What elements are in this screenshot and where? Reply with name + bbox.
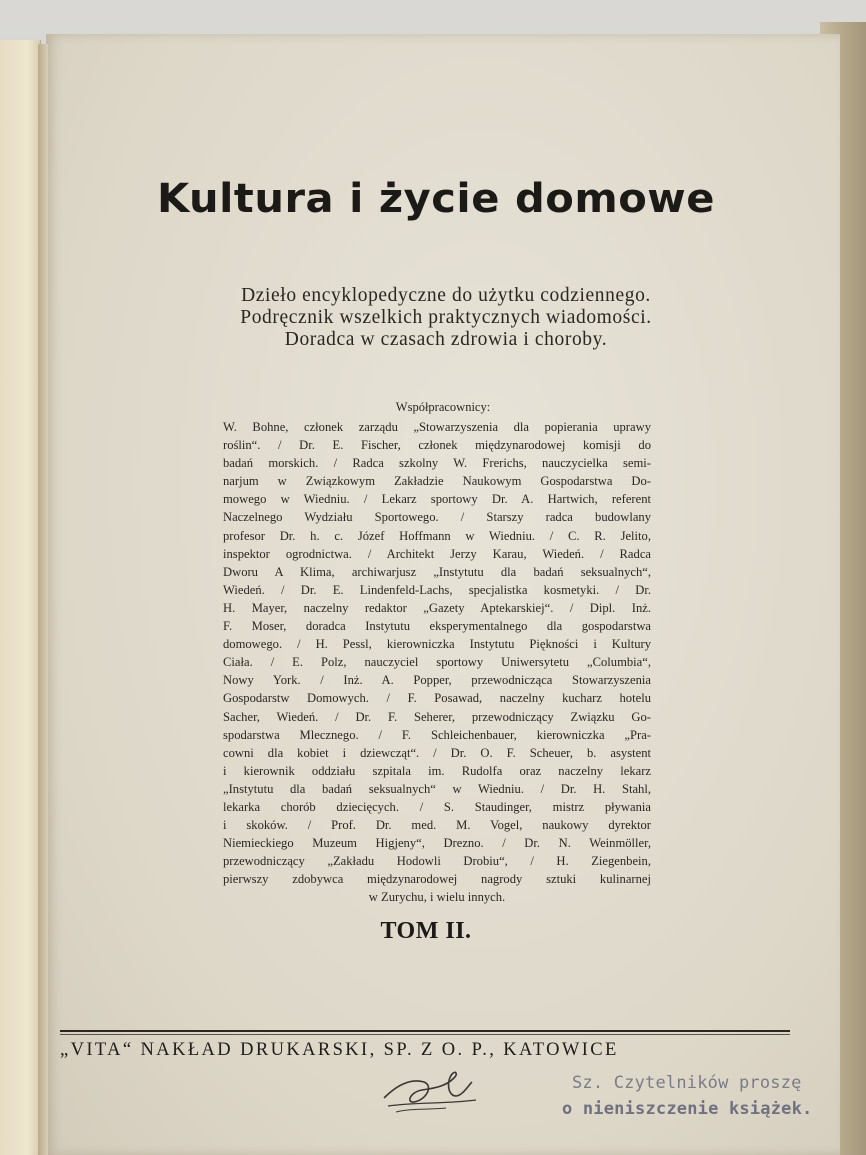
contributors-line: narjum w Związkowym Zakładzie Naukowym Gospodarstwa Do- xyxy=(223,474,651,489)
stamp-line-1: Sz. Czytelników proszę xyxy=(572,1073,802,1093)
contributors-line: Niemieckiego Muzeum Higjeny“, Drezno. / Dr. N. Weinmöller, xyxy=(223,836,651,851)
imprint-rule-thin xyxy=(60,1034,790,1035)
contributors-line: Naczelnego Wydziału Sportowego. / Starszy radca budowlany xyxy=(223,510,651,525)
publisher-imprint: „VITA“ NAKŁAD DRUKARSKI, SP. Z O. P., KATOWICE xyxy=(60,1040,619,1060)
subtitle-line-2: Podręcznik wszelkich praktycznych wiadomości. xyxy=(240,307,652,328)
stamp-line-2: o nieniszczenie książek. xyxy=(562,1099,813,1119)
library-stamp xyxy=(562,1070,822,1122)
contributors-line: profesor Dr. h. c. Józef Hoffmann w Wiedniu. / C. R. Jelito, xyxy=(223,528,651,543)
contributors-line: mowego w Wiedniu. / Lekarz sportowy Dr. A. Hartwich, referent xyxy=(223,492,651,507)
subtitle-line-3: Doradca w czasach zdrowia i choroby. xyxy=(284,329,608,350)
facing-page-edge xyxy=(0,40,41,1155)
contributors-line: spodarstwa Mlecznego. / F. Schleichenbauer, kierowniczka „Pra- xyxy=(223,727,651,742)
contributors-line: W. Bohne, członek zarządu „Stowarzyszenia dla popierania uprawy xyxy=(223,420,651,434)
contributors-line: przewodniczący „Zakładu Hodowli Drobiu“, / H. Ziegenbein, xyxy=(223,854,651,869)
contributors-line: F. Moser, doradca Instytutu eksperymentalnego dla gospodarstwa xyxy=(223,619,651,634)
contributors-line: inspektor ogrodnictwa. / Architekt Jerzy Karau, Wiedeń. / Radca xyxy=(223,546,651,561)
contributors-line: w Zurychu, i wielu innych. xyxy=(368,890,506,905)
imprint-rule xyxy=(60,1030,790,1032)
contributors-line: Sacher, Wiedeń. / Dr. F. Seherer, przewodniczący Związku Go- xyxy=(223,709,651,724)
contributors-line: cowni dla kobiet i dziewcząt“. / Dr. O. F. Scheuer, b. asystent xyxy=(223,745,651,760)
contributors-line: pierwszy zdobywca międzynarodowej nagrody sztuki kulinarnej xyxy=(223,872,651,887)
contributors-list xyxy=(223,418,651,907)
contributors-line: badań morskich. / Radca szkolny W. Frerichs, nauczycielka semi- xyxy=(223,456,651,471)
book-title: Kultura i życie domowe xyxy=(156,176,715,222)
contributors-line: domowego. / H. Pessl, kierowniczka Instytutu Piękności i Kultury xyxy=(223,637,651,652)
title-page xyxy=(46,34,840,1155)
contributors-line: i skoków. / Prof. Dr. med. M. Vogel, naukowy dyrektor xyxy=(223,818,651,833)
contributors-line: Ciała. / E. Polz, nauczyciel sportowy Uniwersytetu „Columbia“, xyxy=(223,655,651,670)
volume-label: TOM II. xyxy=(380,918,472,944)
subtitle-line-1: Dzieło encyklopedyczne do użytku codziennego. xyxy=(241,285,651,306)
contributors-line: Nowy York. / Inż. A. Popper, przewodnicząca Stowarzyszenia xyxy=(223,673,651,688)
book-spine-edge xyxy=(38,44,48,1155)
contributors-heading: Współpracownicy: xyxy=(395,400,491,414)
contributors-line: i kierownik oddziału szpitala im. Rudolfa oraz naczelny lekarz xyxy=(223,763,651,778)
contributors-line: Wiedeń. / Dr. E. Lindenfeld-Lachs, specjalistka kosmetyki. / Dr. xyxy=(223,582,651,597)
contributors-line: lekarka chorób dziecięcych. / S. Staudinger, mistrz pływania xyxy=(223,799,651,814)
contributors-line: Dworu A Klima, archiwarjusz „Instytutu dla badań seksualnych“, xyxy=(223,564,651,579)
contributors-line: „Instytutu dla badań seksualnych“ w Wiedniu. / Dr. H. Stahl, xyxy=(223,781,651,796)
handwritten-signature xyxy=(376,1056,486,1116)
contributors-line: H. Mayer, naczelny redaktor „Gazety Aptekarskiej“. / Dipl. Inż. xyxy=(223,600,651,615)
contributors-line: roślin“. / Dr. E. Fischer, członek międzynarodowej komisji do xyxy=(223,438,651,453)
contributors-line: Gospodarstw Domowych. / F. Posawad, naczelny kucharz hotelu xyxy=(223,691,651,706)
